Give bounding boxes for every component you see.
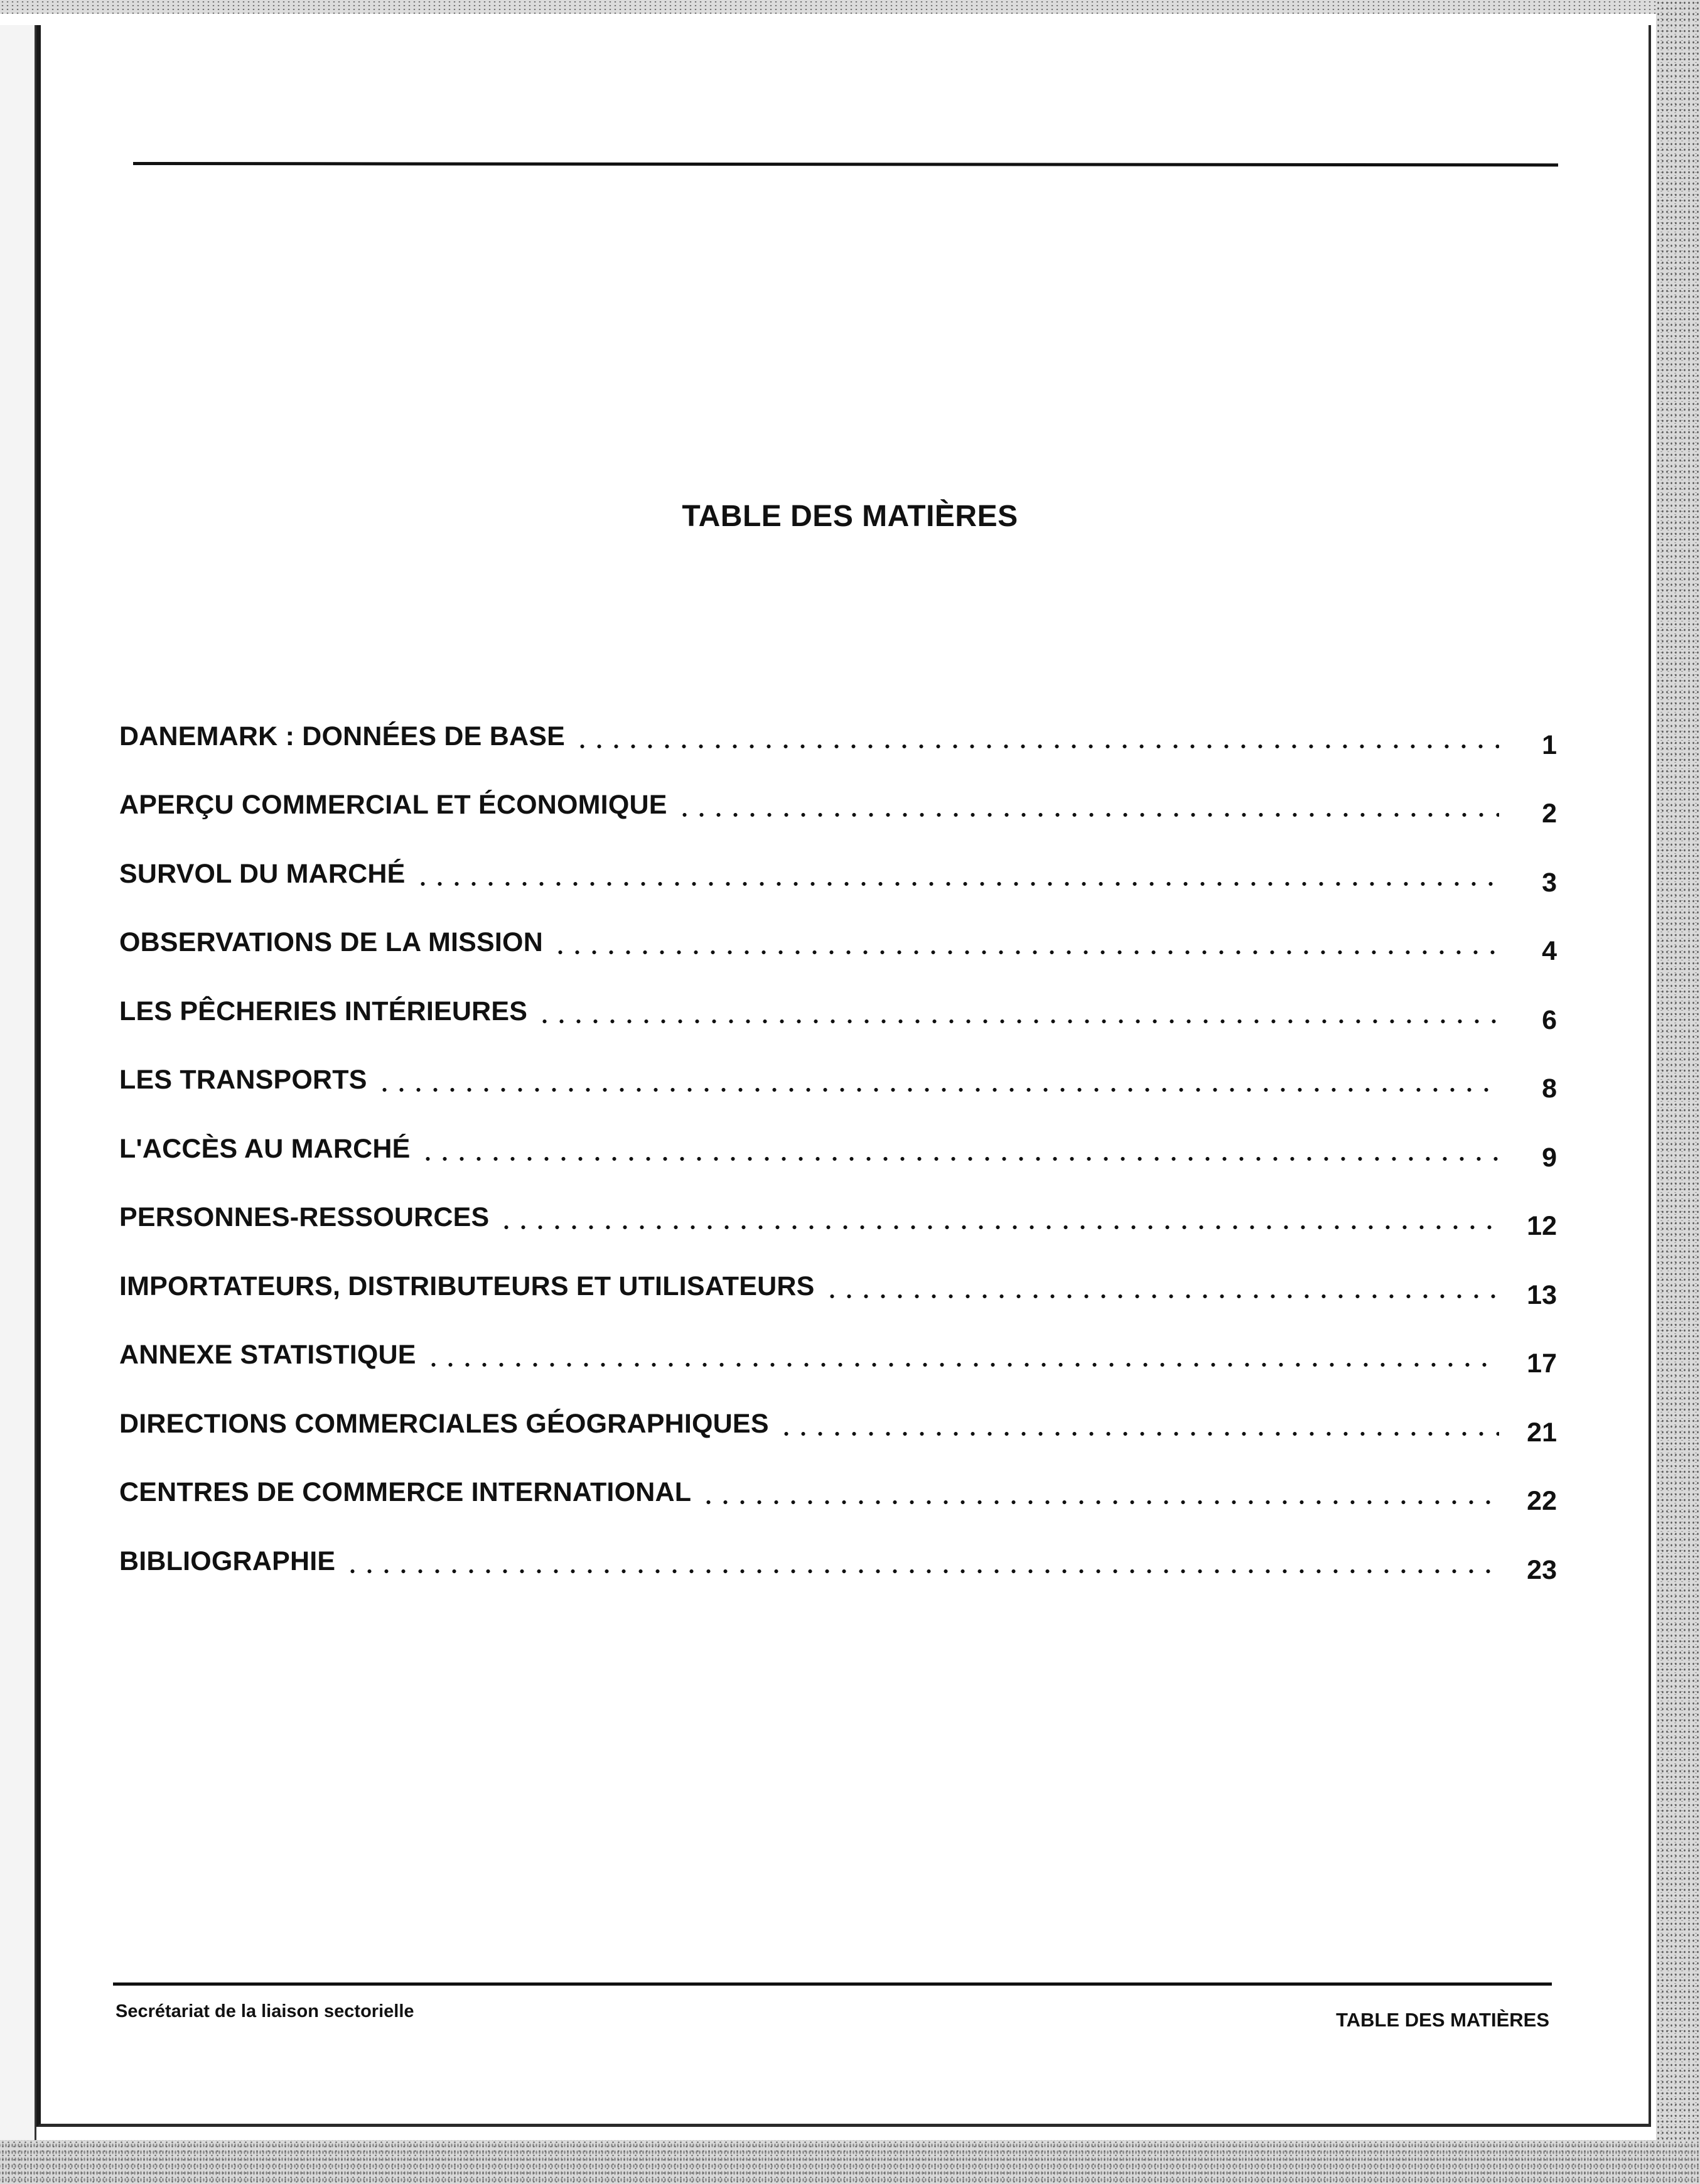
toc-entry[interactable] bbox=[119, 1300, 1557, 1379]
toc-entry-label: BIBLIOGRAPHIE bbox=[119, 1546, 336, 1576]
toc-entry-page: 17 bbox=[1527, 1348, 1557, 1379]
toc-entry-page: 12 bbox=[1527, 1211, 1557, 1241]
scan-border-right bbox=[1656, 0, 1700, 2184]
toc-entry-label: OBSERVATIONS DE LA MISSION bbox=[119, 927, 543, 957]
table-of-contents bbox=[119, 681, 1557, 1585]
dot-leader bbox=[419, 1156, 1499, 1161]
toc-entry[interactable] bbox=[119, 1369, 1557, 1448]
toc-entry-page: 21 bbox=[1527, 1417, 1557, 1448]
dot-leader bbox=[824, 1294, 1500, 1299]
toc-entry[interactable] bbox=[119, 1025, 1557, 1104]
toc-entry-label: DANEMARK : DONNÉES DE BASE bbox=[119, 721, 565, 751]
toc-entry[interactable] bbox=[119, 681, 1557, 760]
toc-entry-label: IMPORTATEURS, DISTRIBUTEURS ET UTILISATEURS bbox=[119, 1271, 815, 1301]
toc-entry-label: L'ACCÈS AU MARCHÉ bbox=[119, 1133, 411, 1164]
toc-entry[interactable] bbox=[119, 1163, 1557, 1241]
dot-leader bbox=[676, 812, 1499, 817]
toc-entry[interactable] bbox=[119, 1438, 1557, 1516]
toc-entry-page: 3 bbox=[1542, 867, 1557, 898]
dot-leader bbox=[536, 1019, 1499, 1024]
toc-entry-page: 13 bbox=[1527, 1279, 1557, 1310]
toc-entry-label: DIRECTIONS COMMERCIALES GÉOGRAPHIQUES bbox=[119, 1408, 769, 1439]
toc-entry-page: 22 bbox=[1527, 1486, 1557, 1516]
scan-border-bottom bbox=[0, 2140, 1700, 2184]
toc-entry[interactable] bbox=[119, 819, 1557, 898]
dot-leader bbox=[376, 1087, 1499, 1092]
toc-entry-label: ANNEXE STATISTIQUE bbox=[119, 1340, 416, 1370]
toc-entry-page: 2 bbox=[1542, 799, 1557, 829]
toc-entry[interactable] bbox=[119, 956, 1557, 1035]
toc-entry-label: CENTRES DE COMMERCE INTERNATIONAL bbox=[119, 1477, 692, 1507]
dot-leader bbox=[344, 1569, 1499, 1574]
footer-organization: Secrétariat de la liaison sectorielle bbox=[116, 2001, 414, 2021]
toc-entry-page: 9 bbox=[1542, 1142, 1557, 1173]
toc-entry[interactable] bbox=[119, 750, 1557, 829]
toc-entry[interactable] bbox=[119, 1094, 1557, 1173]
toc-entry-page: 23 bbox=[1527, 1554, 1557, 1585]
toc-entry-page: 4 bbox=[1542, 936, 1557, 966]
footer-section-title: TABLE DES MATIÈRES bbox=[1336, 2009, 1549, 2031]
toc-entry-label: LES PÊCHERIES INTÉRIEURES bbox=[119, 996, 528, 1026]
toc-entry-label: LES TRANSPORTS bbox=[119, 1065, 367, 1095]
toc-entry-label: PERSONNES-RESSOURCES bbox=[119, 1202, 490, 1232]
binding-edge bbox=[0, 25, 36, 2141]
dot-leader bbox=[778, 1431, 1499, 1436]
toc-entry-label: APERÇU COMMERCIAL ET ÉCONOMIQUE bbox=[119, 790, 667, 820]
toc-entry-label: SURVOL DU MARCHÉ bbox=[119, 858, 406, 889]
toc-entry-page: 6 bbox=[1542, 1004, 1557, 1035]
dot-leader bbox=[425, 1362, 1499, 1367]
toc-entry-page: 1 bbox=[1542, 729, 1557, 760]
dot-leader bbox=[574, 744, 1499, 749]
dot-leader bbox=[552, 950, 1499, 955]
footer-rule bbox=[113, 1982, 1552, 1986]
toc-entry[interactable] bbox=[119, 888, 1557, 966]
dot-leader bbox=[498, 1225, 1499, 1230]
toc-entry[interactable] bbox=[119, 1506, 1557, 1585]
dot-leader bbox=[414, 881, 1499, 886]
toc-entry[interactable] bbox=[119, 1231, 1557, 1310]
dot-leader bbox=[700, 1500, 1499, 1505]
scan-border-top bbox=[0, 0, 1700, 14]
page-title: TABLE DES MATIÈRES bbox=[682, 500, 1018, 533]
toc-entry-page: 8 bbox=[1542, 1073, 1557, 1104]
